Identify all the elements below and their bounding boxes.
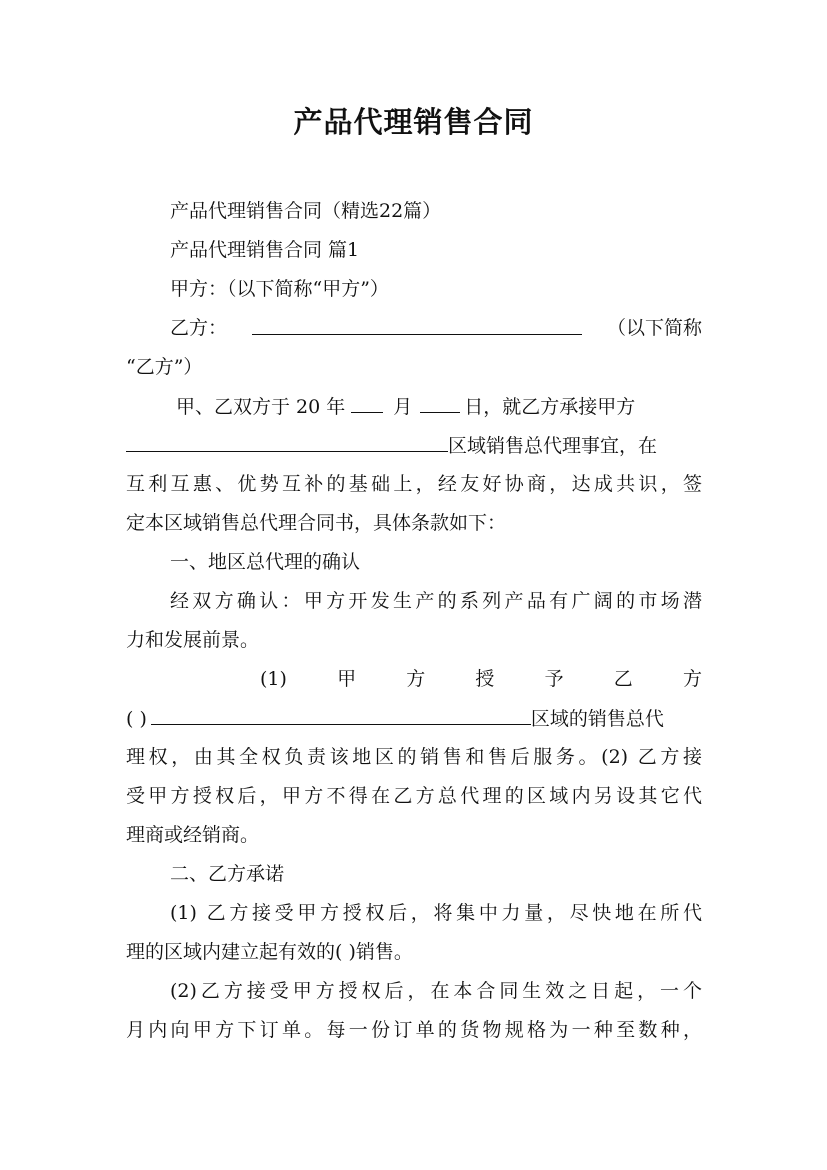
- sales-region-text: 区域的销售总代: [530, 708, 664, 730]
- intro-month-text: 月: [393, 396, 413, 418]
- section-2-para-2-line-2: 月内向甲方下订单。每一份订单的货物规格为一种至数种，: [126, 1019, 702, 1041]
- token: 乙: [613, 668, 633, 690]
- intro-date-text: 甲、乙双方于 20 年: [176, 396, 346, 418]
- year-month-blank: [351, 394, 383, 413]
- intro-line-2: [126, 433, 657, 458]
- intro-line-4: 定本区域销售总代理合同书，具体条款如下：: [126, 512, 507, 534]
- party-b-suffix: （以下简称: [606, 317, 702, 339]
- intro-day-text: 日，就乙方承接甲方: [464, 396, 636, 418]
- token: 方: [406, 668, 426, 690]
- token: 甲: [337, 668, 357, 690]
- region-blank: [126, 433, 448, 452]
- token: 授: [475, 668, 495, 690]
- section-1-heading: 一、地区总代理的确认: [170, 551, 361, 573]
- token: (1): [260, 668, 287, 690]
- intro-region-text: 区域销售总代理事宜，在: [448, 435, 658, 457]
- section-2-para-2-line-1: (2)乙方接受甲方授权后，在本合同生效之日起，一个: [170, 980, 702, 1002]
- token: 予: [544, 668, 564, 690]
- section-1-para-2-line-3: 理权，由其全权负责该地区的销售和售后服务。(2) 乙方接: [126, 746, 702, 768]
- section-1-para-2-line-2: [126, 706, 664, 731]
- section-2-heading: 二、乙方承诺: [170, 863, 285, 885]
- intro-line-3: 互利互惠、优势互补的基础上，经友好协商，达成共识，签: [126, 473, 702, 495]
- party-b-label: 乙方：: [170, 317, 228, 339]
- section-1-para-2-line-4: 受甲方授权后，甲方不得在乙方总代理的区域内另设其它代: [126, 785, 702, 807]
- party-b-line: [170, 316, 702, 340]
- subtitle-line: 产品代理销售合同（精选22篇）: [170, 200, 442, 222]
- token: 方: [682, 668, 702, 690]
- party-b-blank: [252, 316, 582, 335]
- section-2-para-1-line-2: 理的区域内建立起有效的( )销售。: [126, 941, 413, 963]
- intro-line-1: [176, 394, 635, 419]
- section-1-para-2-line-5: 理商或经销商。: [126, 824, 260, 846]
- party-b-continuation: “乙方”）: [126, 356, 203, 378]
- section-1-para-1-line-1: 经双方确认：甲方开发生产的系列产品有广阔的市场潜: [170, 590, 702, 612]
- document-title: 产品代理销售合同: [293, 105, 534, 139]
- paren-placeholder: ( ): [126, 708, 147, 730]
- party-a-line: 甲方：（以下简称“甲方”）: [170, 278, 389, 300]
- section-1-para-2-line-1: [260, 667, 702, 691]
- day-blank: [420, 394, 460, 413]
- sales-region-blank: [151, 706, 531, 725]
- section-1-para-1-line-2: 力和发展前景。: [126, 629, 260, 651]
- section-2-para-1-line-1: (1) 乙方接受甲方授权后，将集中力量，尽快地在所代: [170, 902, 702, 924]
- part-heading: 产品代理销售合同 篇1: [170, 239, 360, 261]
